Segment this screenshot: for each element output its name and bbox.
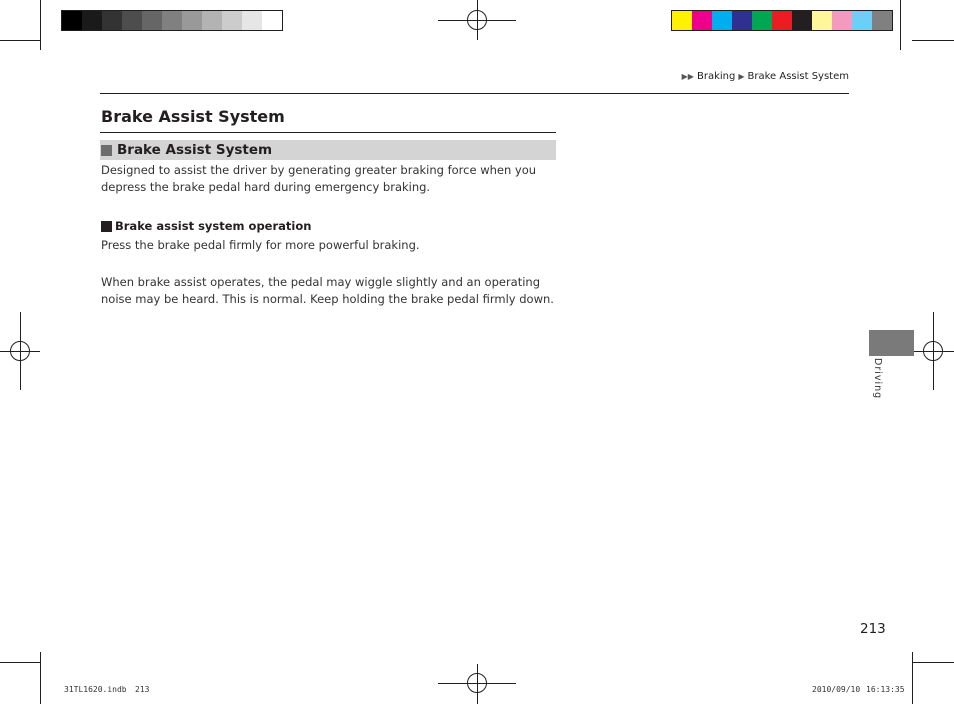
square-icon [101, 221, 112, 232]
subsection-text: Press the brake pedal firmly for more powerful braking. [101, 238, 420, 252]
color-swatch [752, 11, 772, 30]
gray-swatch [82, 11, 102, 30]
crop-mark [40, 652, 41, 704]
gray-swatch [102, 11, 122, 30]
crop-mark [912, 662, 954, 663]
color-swatch [832, 11, 852, 30]
section-heading [100, 140, 556, 160]
color-swatch [692, 11, 712, 30]
gray-swatch [142, 11, 162, 30]
footer-page: 213 [135, 685, 150, 694]
color-swatch [792, 11, 812, 30]
subsection-text: When brake assist operates, the pedal may wiggle slightly and an operating noise may be heard. This is normal. Keep holding the brake pedal firmly down. [101, 275, 554, 306]
subsection-heading [101, 219, 311, 233]
header-rule [100, 93, 849, 94]
breadcrumb-item: Brake Assist System [747, 71, 849, 82]
crop-mark [912, 40, 954, 41]
crop-mark [900, 0, 901, 50]
grayscale-bar [61, 10, 283, 31]
title-rule [100, 132, 556, 133]
crop-mark [912, 652, 913, 704]
gray-swatch [242, 11, 262, 30]
section-heading-text: Brake Assist System [117, 142, 273, 158]
color-swatch [672, 11, 692, 30]
chapter-label: Driving [872, 358, 883, 400]
registration-circle [923, 341, 943, 361]
section-intro: Designed to assist the driver by generating greater braking force when you depress the brake pedal hard during emergency braking. [101, 163, 537, 194]
gray-swatch [122, 11, 142, 30]
footer-time: 16:13:35 [866, 685, 905, 694]
gray-swatch [222, 11, 242, 30]
registration-circle [10, 341, 30, 361]
color-swatch [732, 11, 752, 30]
gray-swatch [182, 11, 202, 30]
crop-mark [0, 40, 40, 41]
gray-swatch [202, 11, 222, 30]
color-swatch [772, 11, 792, 30]
square-icon [101, 145, 112, 156]
registration-circle [467, 673, 487, 693]
crop-mark [0, 662, 40, 663]
arrow-icon: ▶ [738, 72, 745, 81]
arrow-icon: ▶▶ [681, 72, 694, 81]
page-title: Brake Assist System [101, 107, 285, 126]
color-swatch [872, 11, 892, 30]
gray-swatch [162, 11, 182, 30]
breadcrumb [682, 71, 849, 82]
color-swatch [812, 11, 832, 30]
subsection-heading-text: Brake assist system operation [115, 219, 312, 233]
footer-file: 31TL1620.indb [64, 685, 127, 694]
color-swatch [852, 11, 872, 30]
gray-swatch [262, 11, 282, 30]
page-number: 213 [860, 621, 886, 637]
crop-mark [40, 0, 41, 50]
color-swatch [712, 11, 732, 30]
breadcrumb-item: Braking [696, 71, 736, 82]
gray-swatch [62, 11, 82, 30]
color-bar [671, 10, 893, 31]
footer-date: 2010/09/10 [812, 685, 861, 694]
registration-circle [467, 10, 487, 30]
chapter-tab [869, 330, 914, 356]
